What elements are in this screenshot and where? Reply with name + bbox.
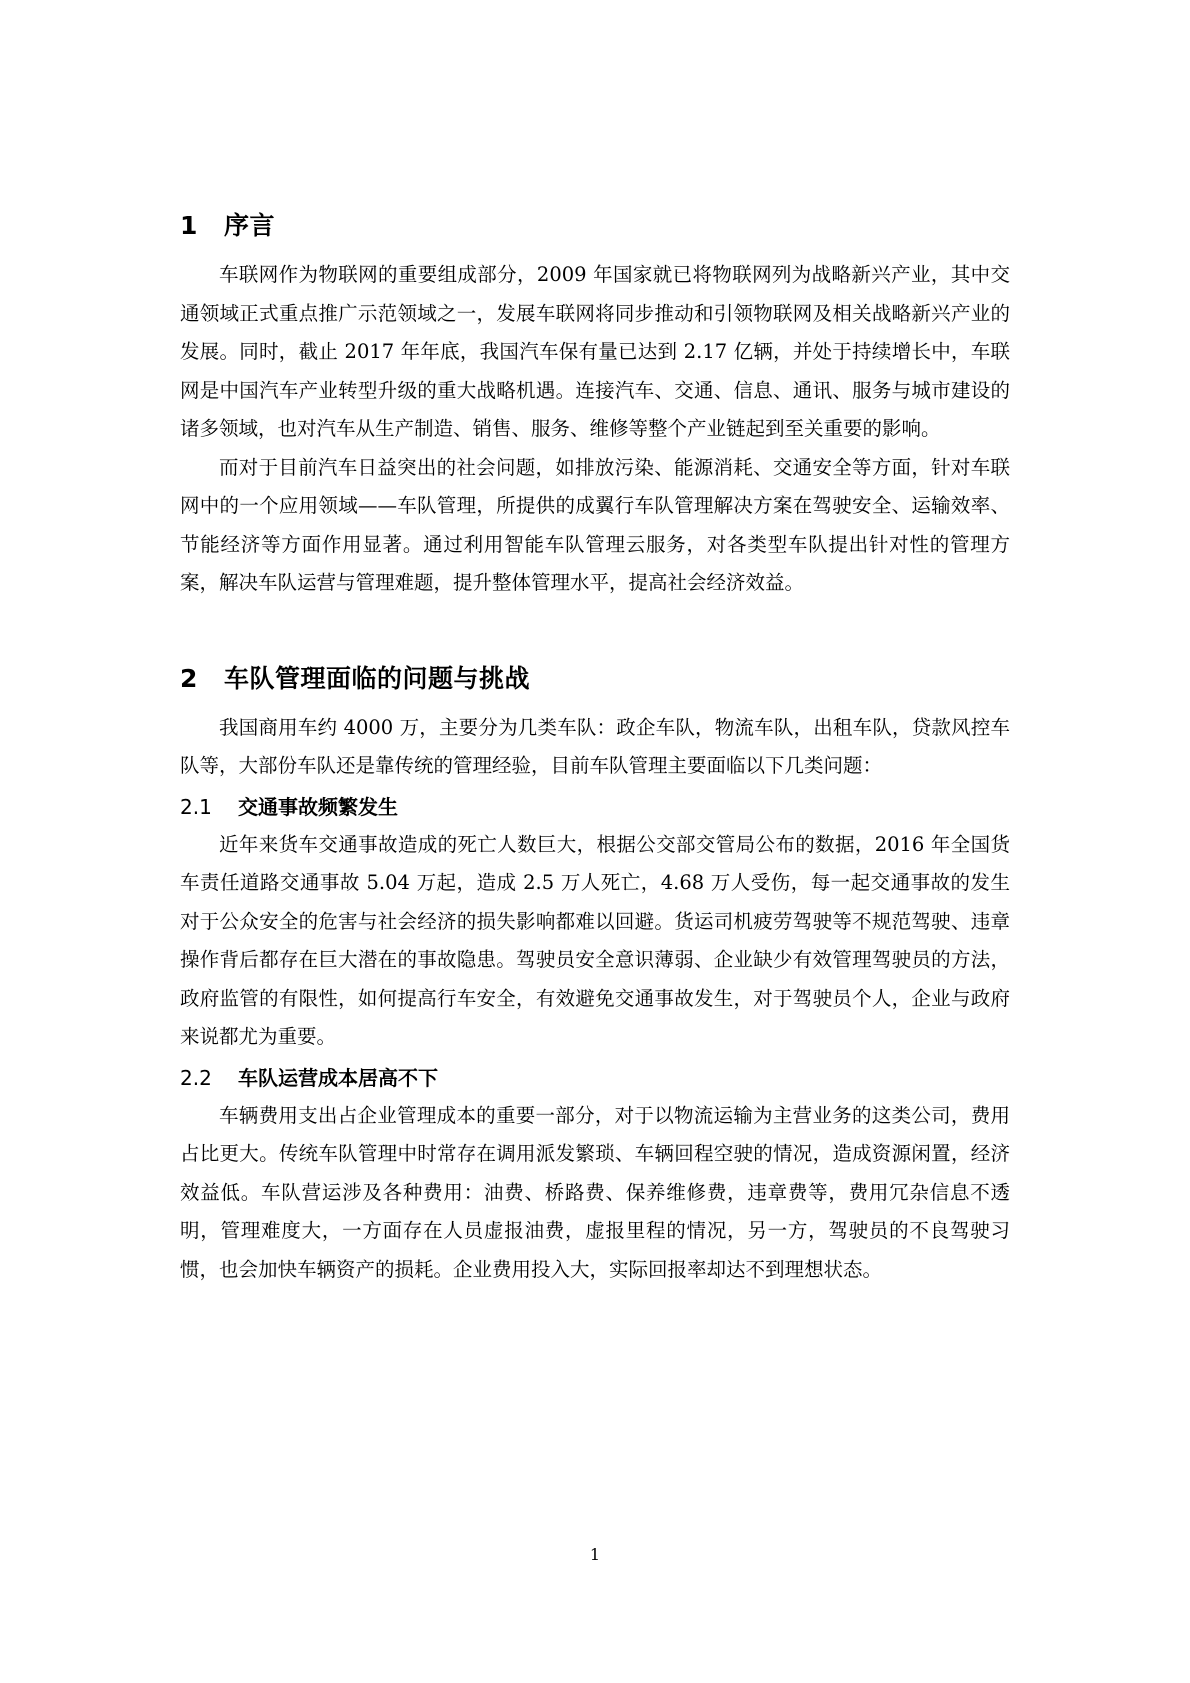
section-1-paragraph-1: 车联网作为物联网的重要组成部分，2009 年国家就已将物联网列为战略新兴产业，其中交通领域正式重点推广示范领域之一，发展车联网将同步推动和引领物联网及相关战略新兴产业的发展。同时，截止 2017 年年底，我国汽车保有量已达到 2.17 亿辆，并处于持续增长中，车联网是中国汽车产业转型升级的重大战略机遇。连接汽车、交通、信息、通讯、服务与城市建设的诸多领域，也对汽车从生产制造、销售、服务、维修等整个产业链起到至关重要的影响。 — [180, 263, 1010, 440]
section-1-number: 1 — [180, 211, 198, 240]
section-1-heading — [180, 208, 1010, 244]
subsection-2-1-title: 交通事故频繁发生 — [238, 794, 398, 819]
page-content — [180, 208, 1010, 1289]
section-1-paragraph-2: 而对于目前汽车日益突出的社会问题，如排放污染、能源消耗、交通安全等方面，针对车联网中的一个应用领域——车队管理，所提供的成翼行车队管理解决方案在驾驶安全、运输效率、节能经济等方面作用显著。通过利用智能车队管理云服务，对各类型车队提出针对性的管理方案，解决车队运营与管理难题，提升整体管理水平，提高社会经济效益。 — [180, 455, 1010, 594]
section-2-heading — [180, 661, 1010, 697]
section-2-paragraph-1: 我国商用车约 4000 万，主要分为几类车队：政企车队，物流车队，出租车队，贷款风控车队等，大部份车队还是靠传统的管理经验，目前车队管理主要面临以下几类问题： — [180, 715, 1010, 777]
subsection-2-2-paragraph-1: 车辆费用支出占企业管理成本的重要一部分，对于以物流运输为主营业务的这类公司，费用占比更大。传统车队管理中时常存在调用派发繁琐、车辆回程空驶的情况，造成资源闲置，经济效益低。车队营运涉及各种费用：油费、桥路费、保养维修费，违章费等，费用冗杂信息不透明，管理难度大，一方面存在人员虚报油费，虚报里程的情况，另一方，驾驶员的不良驾驶习惯，也会加快车辆资产的损耗。企业费用投入大，实际回报率却达不到理想状态。 — [180, 1103, 1010, 1281]
subsection-2-1-number: 2.1 — [180, 794, 212, 819]
page-number: 1 — [589, 1545, 601, 1564]
subsection-2-2-number: 2.2 — [180, 1065, 212, 1090]
subsection-2-1-heading — [180, 790, 1010, 824]
section-2-number: 2 — [180, 663, 198, 693]
section-1-title: 序言 — [224, 211, 276, 240]
subsection-2-2-title: 车队运营成本居高不下 — [238, 1065, 438, 1090]
subsection-2-1-paragraph-1: 近年来货车交通事故造成的死亡人数巨大，根据公交部交管局公布的数据，2016 年全国货车责任道路交通事故 5.04 万起，造成 2.5 万人死亡，4.68 万人受伤，每一起交通事故的发生对于公众安全的危害与社会经济的损失影响都难以回避。货运司机疲劳驾驶等不规范驾驶、违章操作背后都存在巨大潜在的事故隐患。驾驶员安全意识薄弱、企业缺少有效管理驾驶员的方法，政府监管的有限性，如何提高行车安全，有效避免交通事故发生，对于驾驶员个人，企业与政府来说都尤为重要。 — [180, 832, 1010, 1048]
subsection-2-2-heading — [180, 1061, 1010, 1095]
section-2-title: 车队管理面临的问题与挑战 — [224, 663, 531, 693]
